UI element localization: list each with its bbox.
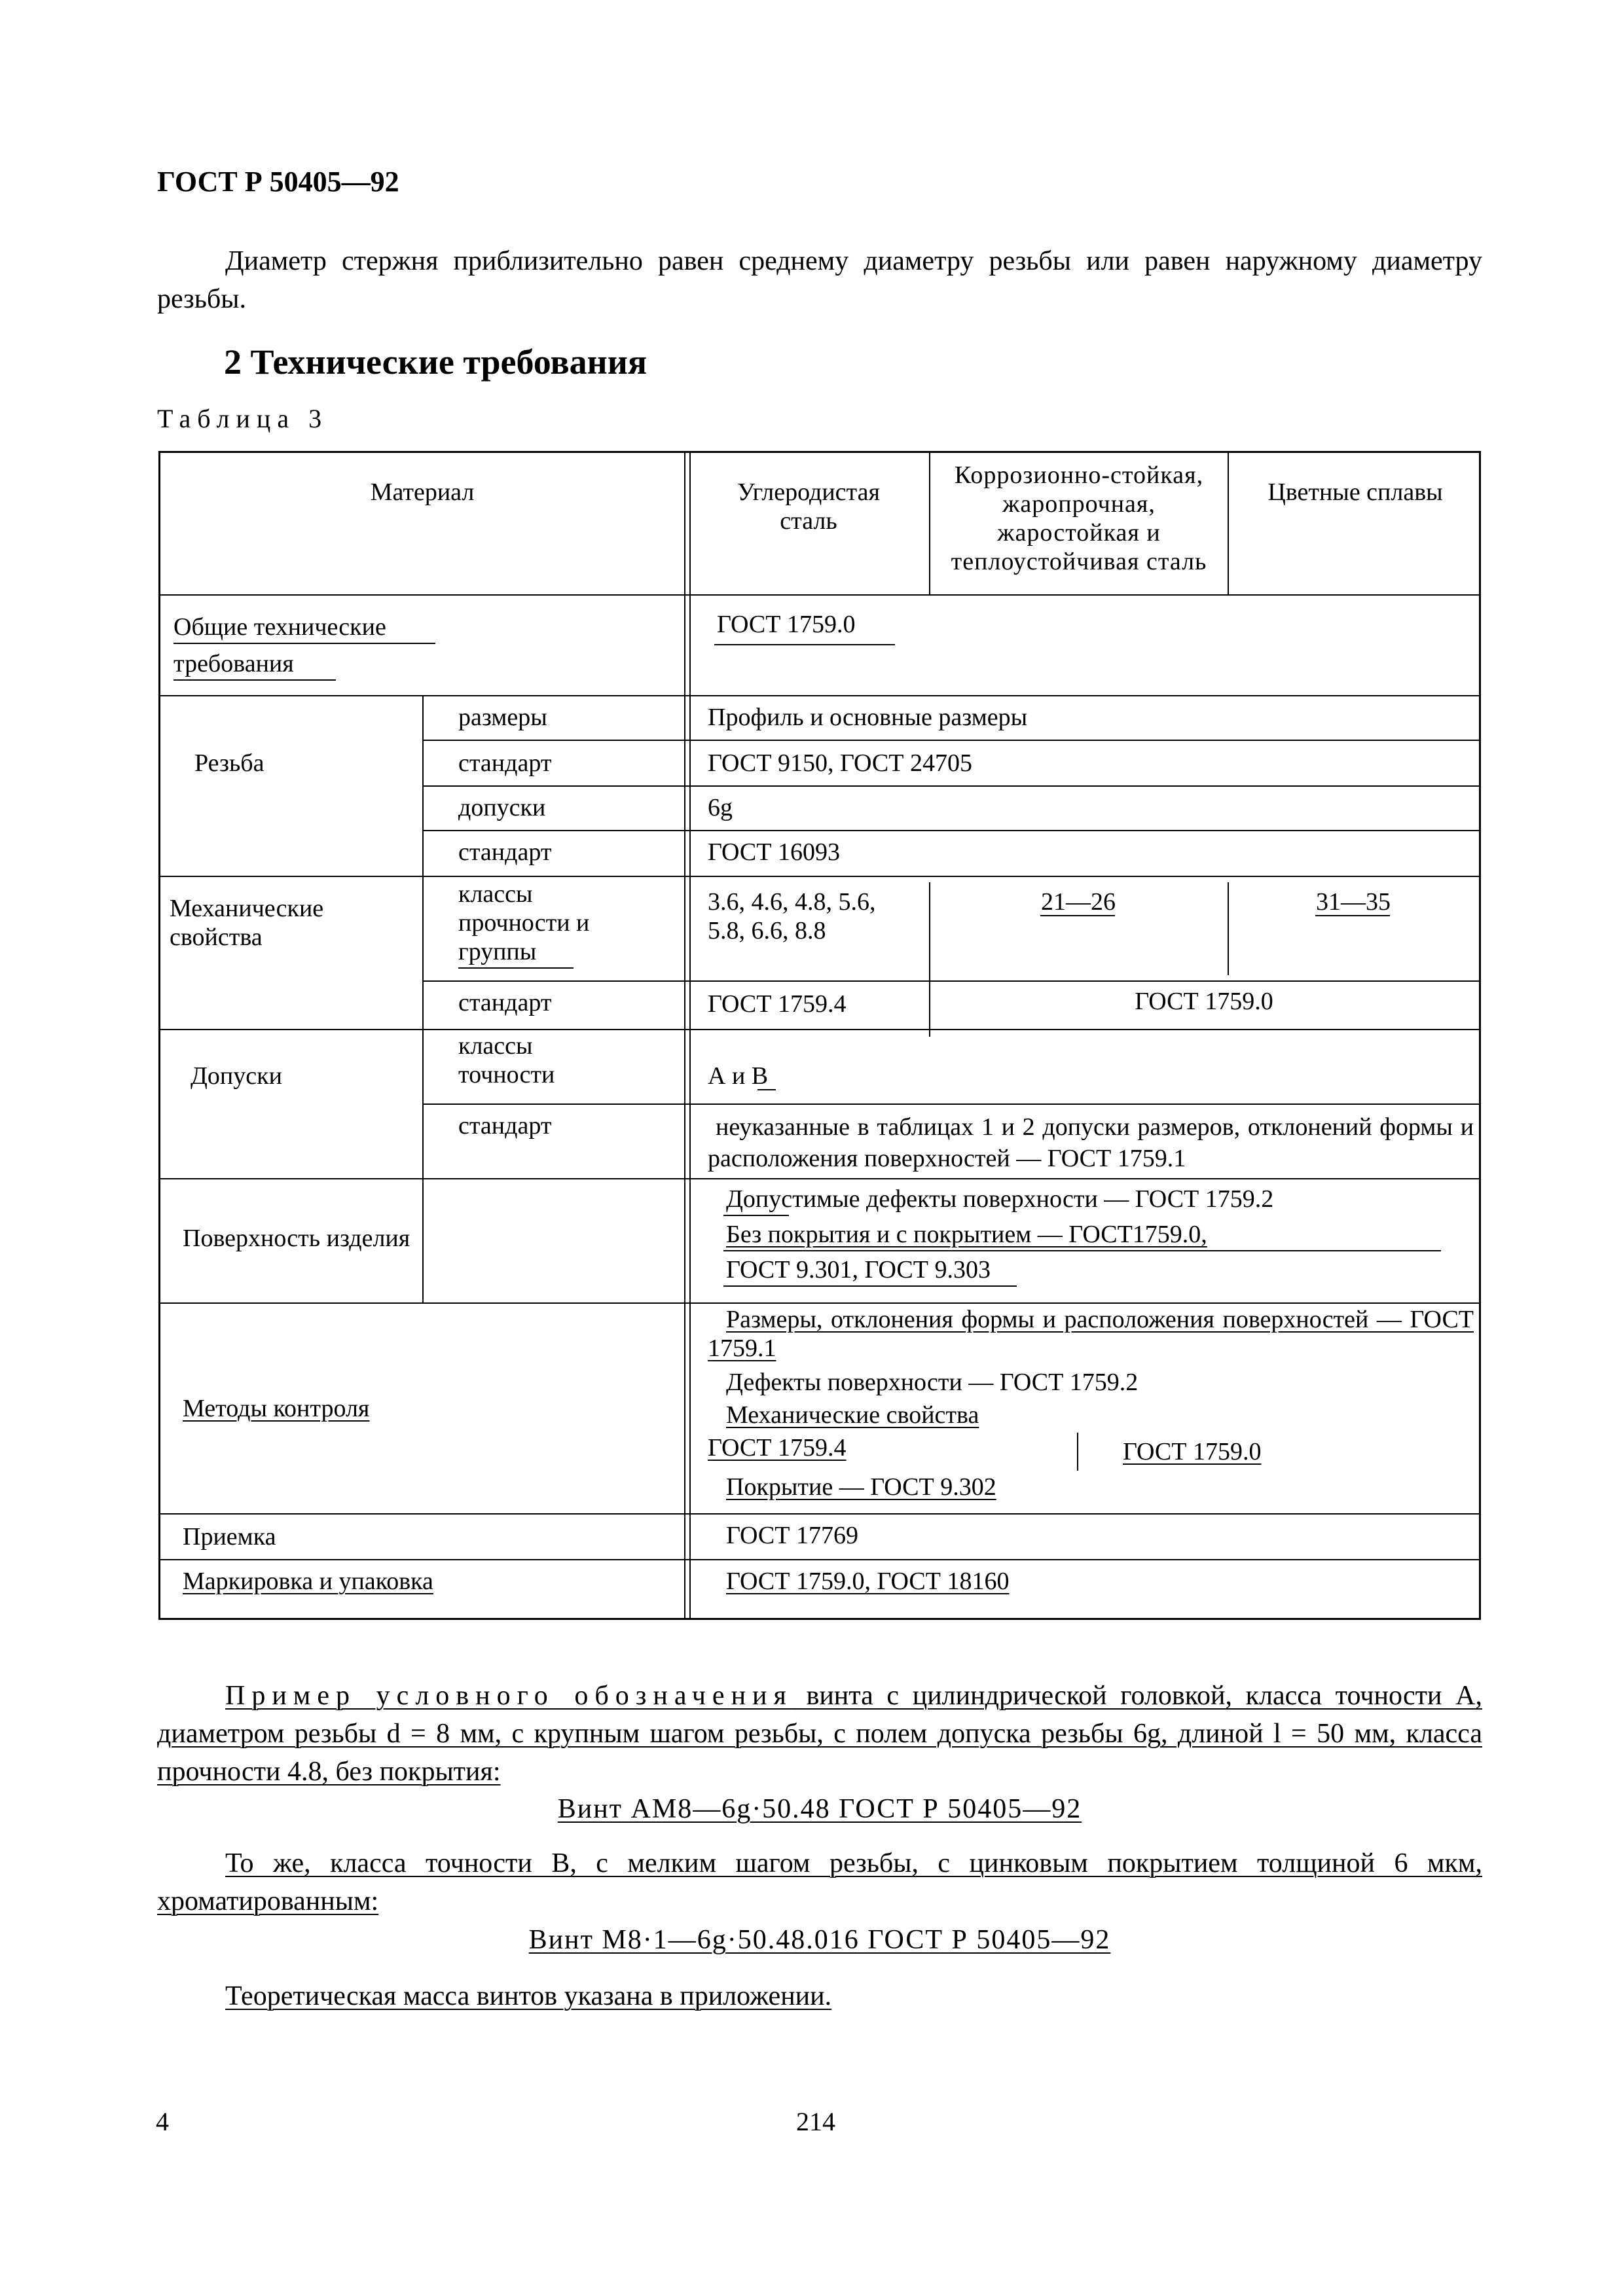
- surface-line-2: Без покрытия и с покрытием — ГОСТ1759.0,: [726, 1221, 1207, 1248]
- mass-note: Теоретическая масса винтов указана в приложении.: [225, 1981, 832, 2011]
- acceptance-label: Приемка: [183, 1523, 276, 1551]
- header-corrosion-steel: Коррозионно-стойкая, жаропрочная, жаростойкая и теплоустойчивая сталь: [951, 461, 1207, 575]
- mechanical-carbon-classes: 3.6, 4.6, 4.8, 5.6, 5.8, 6.6, 8.8: [708, 888, 876, 944]
- tolerances-sub-standard: стандарт: [458, 1112, 552, 1139]
- tolerances-label: Допуски: [191, 1062, 282, 1090]
- surface-label: Поверхность изделия: [183, 1225, 410, 1252]
- thread-value-tolerance: 6g: [708, 794, 733, 821]
- mechanical-nonferrous-groups: 31—35: [1316, 888, 1391, 916]
- thread-sub-tolerance: допуски: [458, 794, 546, 821]
- thread-value-standard-2: ГОСТ 16093: [708, 838, 840, 866]
- designation-2: Винт М8·1—6g·50.48.016 ГОСТ Р 50405—92: [528, 1925, 1111, 1955]
- header-carbon-steel: Углеродистая сталь: [737, 478, 880, 535]
- control-line-4a: ГОСТ 1759.4: [708, 1434, 847, 1462]
- mechanical-other-standard: ГОСТ 1759.0: [1135, 988, 1273, 1015]
- tolerances-accuracy-value: А и В: [708, 1062, 769, 1090]
- surface-line-1: Допустимые дефекты поверхности — ГОСТ 1759.2: [726, 1185, 1274, 1213]
- mechanical-sub-classes: классы прочности и группы: [458, 880, 590, 965]
- control-label: Методы контроля: [183, 1395, 370, 1422]
- control-line-2: Дефекты поверхности — ГОСТ 1759.2: [726, 1369, 1139, 1396]
- thread-sub-sizes: размеры: [458, 704, 547, 731]
- document-code: ГОСТ Р 50405—92: [157, 166, 399, 198]
- page-number-left: 4: [156, 2107, 169, 2136]
- tolerances-sub-accuracy: классы точности: [458, 1032, 555, 1088]
- marking-value: ГОСТ 1759.0, ГОСТ 18160: [726, 1568, 1010, 1595]
- general-value: ГОСТ 1759.0: [717, 611, 856, 638]
- control-line-1: Размеры, отклонения формы и расположения поверхностей — ГОСТ 1759.1: [708, 1306, 1474, 1362]
- intro-paragraph: Диаметр стержня приблизительно равен среднему диаметру резьбы или равен наружному диаметру резьбы.: [157, 246, 1482, 314]
- example-text: винта с цилиндрической головкой, класса точности А, диаметром резьбы d = 8 мм, с крупным шагом резьбы, с полем допуска резьбы 6g, длиной l = 50 мм, класса прочности 4.8, без покрытия:: [157, 1681, 1482, 1787]
- thread-value-standard: ГОСТ 9150, ГОСТ 24705: [708, 749, 972, 777]
- acceptance-value: ГОСТ 17769: [726, 1522, 858, 1549]
- table-caption: Таблица 3: [157, 404, 329, 433]
- mechanical-label: Механические свойства: [170, 895, 324, 951]
- control-line-3: Механические свойства: [726, 1401, 979, 1429]
- tolerances-standard-value: неуказанные в таблицах 1 и 2 допуски размеров, отклонений формы и расположения поверхностей — ГОСТ 1759.1: [708, 1113, 1474, 1172]
- marking-label: Маркировка и упаковка: [183, 1568, 433, 1595]
- example-text-2: То же, класса точности В, с мелким шагом резьбы, с цинковым покрытием толщиной 6 мкм, хроматированным:: [157, 1848, 1482, 1916]
- header-material: Материал: [370, 478, 475, 506]
- designation-1: Винт АМ8—6g·50.48 ГОСТ Р 50405—92: [557, 1794, 1082, 1824]
- example-lead: Пример условного обозначения: [225, 1681, 793, 1711]
- requirements-table: [158, 451, 1481, 1620]
- page-number-center: 214: [796, 2107, 835, 2136]
- section-title: 2 Технические требования: [224, 342, 647, 382]
- header-nonferrous: Цветные сплавы: [1267, 478, 1443, 506]
- general-label: Общие технические требования: [173, 613, 386, 677]
- thread-sub-standard: стандарт: [458, 749, 552, 777]
- example-paragraph: [157, 1677, 1482, 1791]
- mechanical-sub-standard: стандарт: [458, 989, 552, 1016]
- thread-sub-standard-2: стандарт: [458, 838, 552, 866]
- surface-line-3: ГОСТ 9.301, ГОСТ 9.303: [726, 1256, 991, 1283]
- thread-value-sizes: Профиль и основные размеры: [708, 704, 1028, 731]
- thread-label: Резьба: [194, 749, 264, 777]
- control-line-5: Покрытие — ГОСТ 9.302: [726, 1473, 996, 1501]
- control-line-4b: ГОСТ 1759.0: [1123, 1438, 1262, 1465]
- mechanical-corrosion-groups: 21—26: [1041, 888, 1116, 916]
- mechanical-carbon-standard: ГОСТ 1759.4: [708, 990, 847, 1018]
